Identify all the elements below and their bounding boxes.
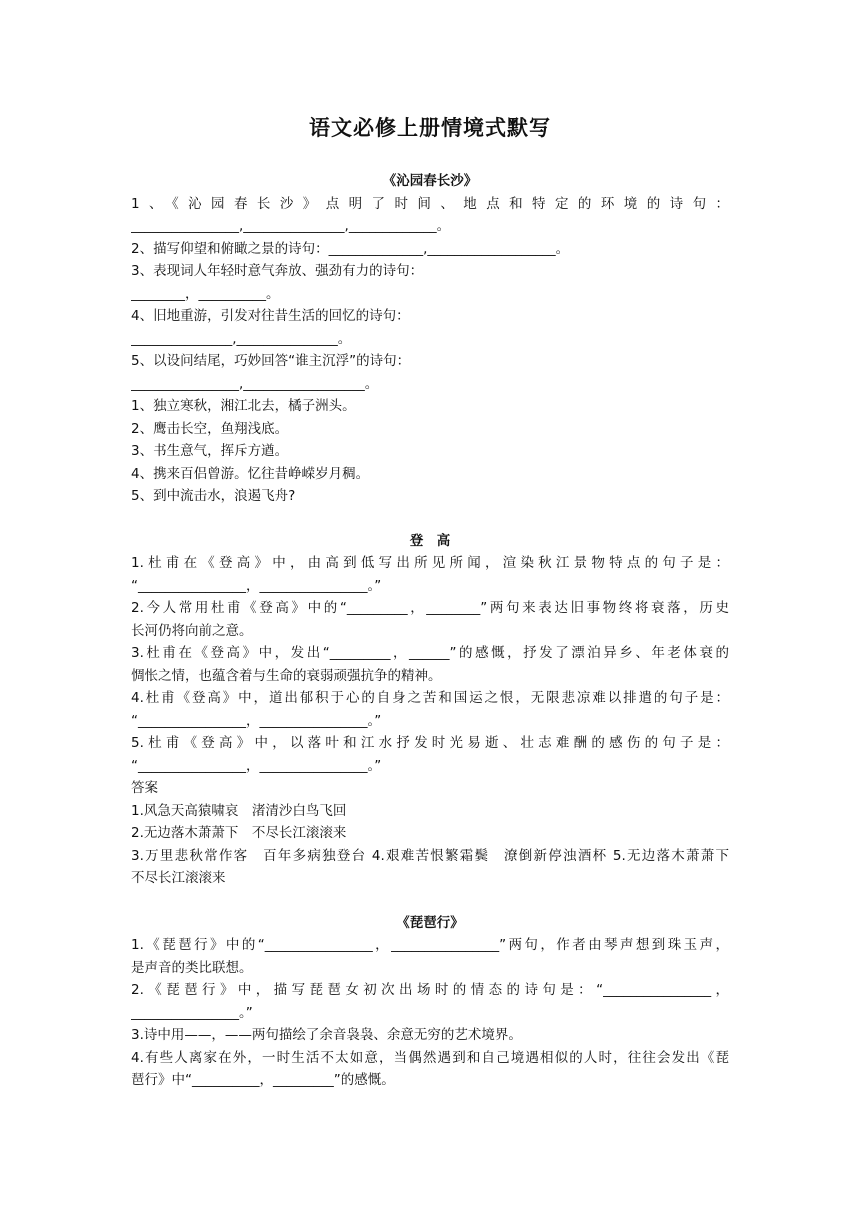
section-title: 《沁园春长沙》 (382, 173, 478, 189)
document-title: 语文必修上册情境式默写 (309, 116, 551, 140)
section (131, 912, 729, 1092)
text-line: 3、表现词人年轻时意气奔放、强劲有力的诗句： (131, 263, 424, 279)
text-line: 5、以设问结尾，巧妙回答“谁主沉浮”的诗句： (131, 353, 411, 369)
section-spacer (131, 508, 729, 530)
text-line: 琶行》中“__________，_________”的感慨。 (131, 1072, 395, 1088)
text-line: ________________,__________________。 (131, 375, 379, 392)
text-line: “________________，________________。” (131, 712, 382, 729)
text-line: 3.诗中用——，——两句描绘了余音袅袅、余意无穷的艺术境界。 (131, 1027, 522, 1043)
section-title: 《琵琶行》 (396, 914, 464, 931)
text-line: “________________，________________。” (131, 577, 382, 594)
text-line: 5、到中流击水，浪遏飞舟? (131, 488, 296, 504)
text-line: _______________,_______________。 (131, 330, 352, 347)
text-line: 1、独立寒秋，湘江北去，橘子洲头。 (131, 398, 356, 414)
text-line: “________________，________________。” (131, 757, 382, 774)
text-line: 2.《琵琶行》中，描写琵琶女初次出场时的情态的诗句是：“________________， (131, 982, 729, 998)
text-line: 5.杜甫《登高》中，以落叶和江水抒发时光易逝、壮志难酬的感伤的句子是： (131, 735, 729, 751)
text-line: 4.有些人离家在外，一时生活不太如意，当偶然遇到和自己境遇相似的人时，往往会发出《琵 (131, 1049, 729, 1066)
text-line: 4、携来百侣曾游。忆往昔峥嵘岁月稠。 (131, 465, 370, 482)
text-line: 3.万里悲秋常作客 百年多病独登台 4.艰难苦恨繁霜鬓 潦倒新停浊酒杯 5.无边落木萧萧下 (131, 847, 729, 864)
section-spacer (131, 890, 729, 912)
section (131, 170, 729, 508)
text-line: 长河仍将向前之意。 (131, 622, 253, 639)
text-line: ________________,_______________,_____________。 (131, 218, 451, 234)
text-line: 3、书生意气，挥斥方遒。 (131, 443, 289, 459)
text-line: 4.杜甫《登高》中，道出郁积于心的自身之苦和国运之恨，无限悲凉难以排遣的句子是： (131, 690, 729, 706)
text-line: ________________。” (131, 1004, 253, 1021)
text-line: 1.《琵琶行》中的“________________，________________”两句，作者由琴声想到珠玉声， (131, 937, 729, 953)
text-line: 4、旧地重游，引发对往昔生活的回忆的诗句： (131, 308, 410, 324)
text-line: 3.杜甫在《登高》中，发出“_________，______”的感慨，抒发了漂泊异乡、年老体衰的 (131, 645, 729, 661)
document-body (131, 170, 729, 1092)
text-line: 1.杜甫在《登高》中，由高到低写出所见所闻，渲染秋江景物特点的句子是： (131, 555, 729, 571)
text-line: 2.无边落木萧萧下 不尽长江滚滚来 (131, 825, 347, 841)
text-line: 是声音的类比联想。 (131, 959, 253, 976)
section-title: 登 高 (409, 532, 451, 549)
text-line: 2.今人常用杜甫《登高》中的“_________，________”两句来表达旧事物终将衰落，历史 (131, 600, 729, 616)
section (131, 530, 729, 890)
text-line: 答案 (131, 780, 158, 796)
text-line: 2、鹰击长空，鱼翔浅底。 (131, 420, 289, 437)
text-line: 2、描写仰望和俯瞰之景的诗句：______________,___________________。 (131, 240, 570, 257)
text-line: 1、《沁园春长沙》点明了时间、地点和特定的环境的诗句： (131, 195, 729, 212)
text-line: 1.风急天高猿啸哀 渚清沙白鸟飞回 (131, 802, 347, 819)
text-line: ________，__________。 (131, 285, 280, 302)
text-line: 惆怅之情，也蕴含着与生命的衰弱顽强抗争的精神。 (131, 667, 442, 684)
text-line: 不尽长江滚滚来 (131, 870, 226, 886)
